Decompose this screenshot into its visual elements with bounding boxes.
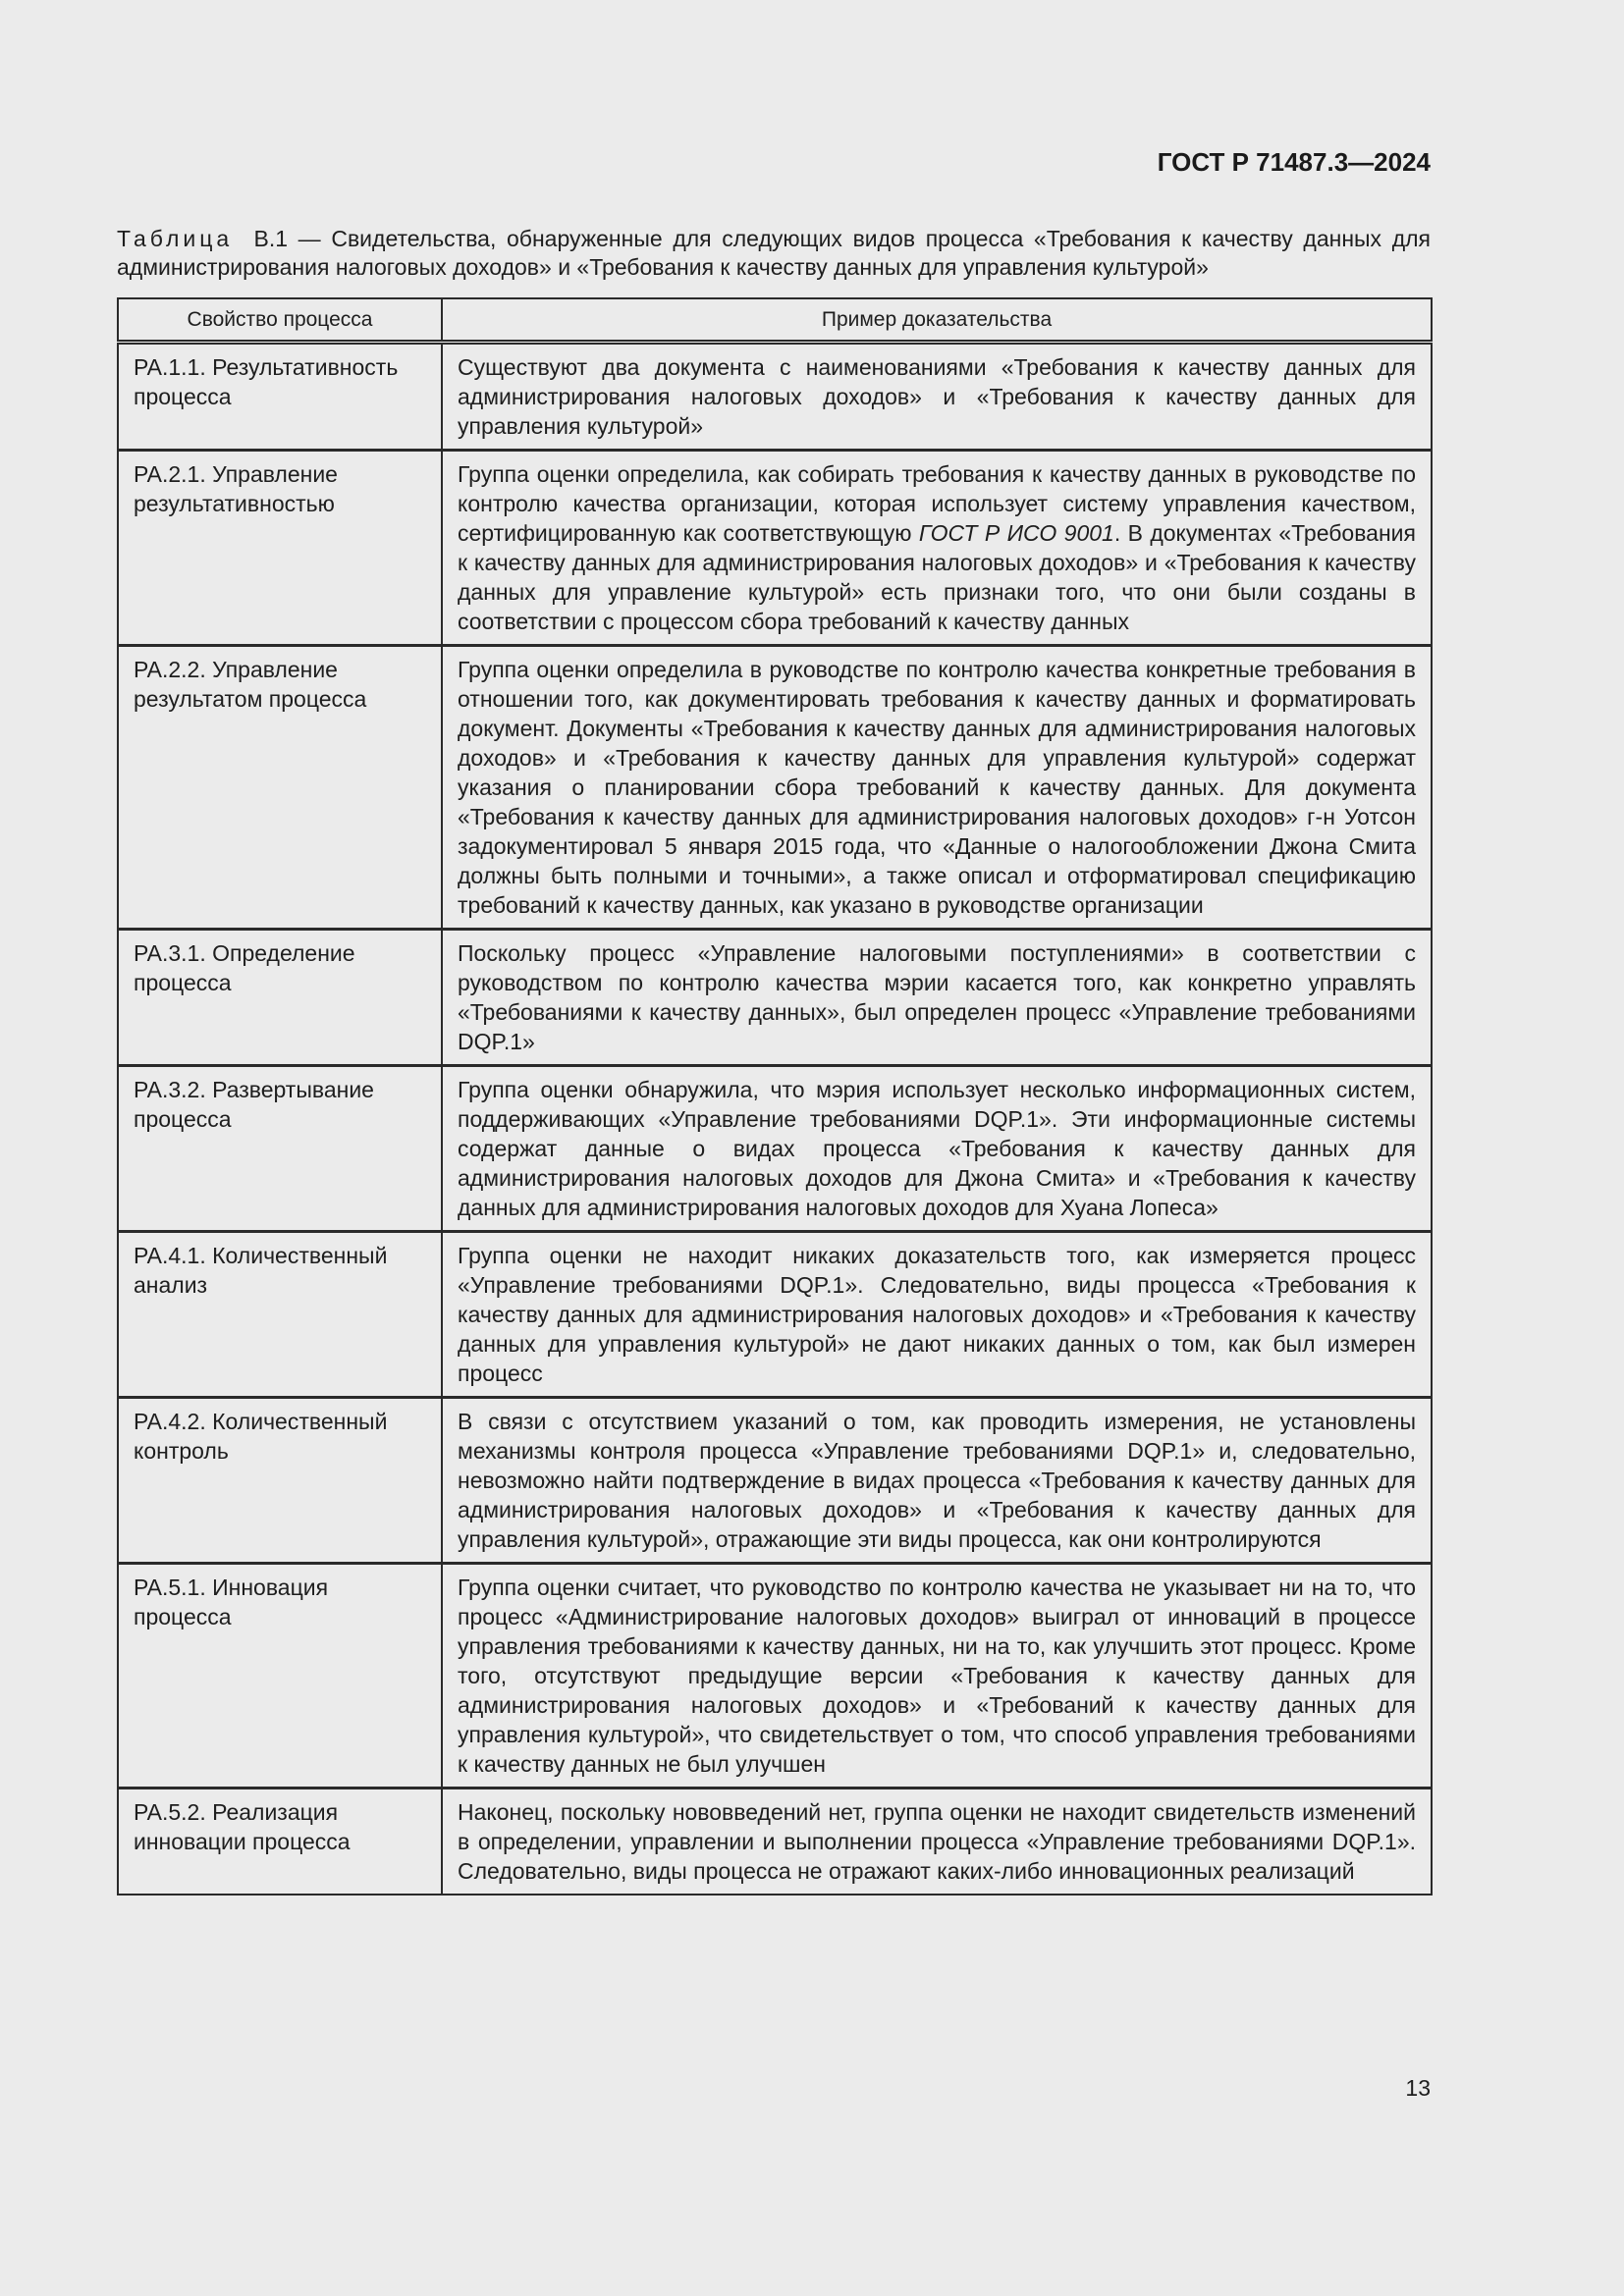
table-header-row [118,298,1432,343]
table-row [118,1232,1432,1398]
evidence-cell: Группа оценки не находит никаких доказательств того, как измеряется процесс «Управление требованиями DQP.1». Следовательно, виды процесса «Требования к качеству данных для администрирования налоговых доходов» и «Требования к качеству данных для управления культурой» не дают никаких данных о том, как был измерен процесс [442,1232,1432,1398]
table-caption-number: В.1 [253,226,289,251]
table-row [118,1789,1432,1896]
property-cell: PA.1.1. Результативность процесса [118,343,442,451]
table-caption-label: Таблица [117,226,234,251]
property-cell: PA.5.2. Реализация инновации процесса [118,1789,442,1896]
evidence-text: . В документах «Требования к качеству данных для администрирования налоговых доходов» и «Требования к качеству данных для управление культурой» есть признаки того, что они были созданы в соответствии с процессом сбора требований к качеству данных [458,520,1416,634]
table-row [118,646,1432,930]
column-header-evidence: Пример доказательства [442,298,1432,343]
evidence-cell [442,451,1432,646]
evidence-cell: Группа оценки обнаружила, что мэрия использует несколько информационных систем, поддерживающих «Управление требованиями DQP.1». Эти информационные системы содержат данные о видах процесса «Требования к качеству данных для администрирования налоговых доходов для Джона Смита» и «Требования к качеству данных для администрирования налоговых доходов для Хуана Лопеса» [442,1066,1432,1232]
standard-reference: ГОСТ Р ИСО 9001 [918,520,1114,546]
property-cell: PA.2.2. Управление результатом процесса [118,646,442,930]
evidence-cell: В связи с отсутствием указаний о том, как проводить измерения, не установлены механизмы контроля процесса «Управление требованиями DQP.1» и, следовательно, невозможно найти подтверждение в видах процесса «Требования к качеству данных для администрирования налоговых доходов» и «Требования к качеству данных для управления культурой», отражающие эти виды процесса, как они контролируются [442,1398,1432,1564]
property-cell: PA.3.1. Определение процесса [118,930,442,1066]
table-row [118,1564,1432,1789]
column-header-property: Свойство процесса [118,298,442,343]
table-row [118,1066,1432,1232]
evidence-cell: Группа оценки считает, что руководство по контролю качества не указывает ни на то, что процесс «Администрирование налоговых доходов» выиграл от инноваций в процессе управления требованиями к качеству данных, ни на то, как улучшить этот процесс. Кроме того, отсутствуют предыдущие версии «Требования к качеству данных для администрирования налоговых доходов» и «Требований к качеству данных для управления культурой», что свидетельствует о том, что способ управления требованиями к качеству данных не был улучшен [442,1564,1432,1789]
table-row [118,1398,1432,1564]
property-cell: PA.4.1. Количественный анализ [118,1232,442,1398]
property-cell: PA.5.1. Инновация процесса [118,1564,442,1789]
standard-designation: ГОСТ Р 71487.3—2024 [1157,147,1431,177]
evidence-text: Группа оценки определила, как собирать требования к качеству данных в руководстве по контролю качества организации, которая использует систему управления качеством, сертифицированную как соответствующую [458,461,1416,546]
property-cell: PA.4.2. Количественный контроль [118,1398,442,1564]
table-caption-text: Свидетельства, обнаруженные для следующих видов процесса «Требования к качеству данных для администрирования налоговых доходов» и «Требования к качеству данных для управления культурой» [117,226,1432,280]
table-caption [117,225,1431,282]
table-row [118,451,1432,646]
table-row [118,930,1432,1066]
evidence-cell: Группа оценки определила в руководстве по контролю качества конкретные требования в отношении того, как документировать требования к качеству данных и форматировать документ. Документы «Требования к качеству данных для администрирования налоговых доходов» и «Требования к качеству данных для управления культурой» содержат указания о планировании сбора требований к качеству данных. Для документа «Требования к качеству данных для администрирования налоговых доходов» г-н Уотсон задокументировал 5 января 2015 года, что «Данные о налогообложении Джона Смита должны быть полными и точными», а также описал и отформатировал спецификацию требований к качеству данных, как указано в руководстве организации [442,646,1432,930]
evidence-table [117,297,1433,1896]
evidence-cell: Поскольку процесс «Управление налоговыми поступлениями» в соответствии с руководством по контролю качества мэрии касается того, как конкретно управлять «Требованиями к качеству данных», был определен процесс «Управление требованиями DQP.1» [442,930,1432,1066]
table-row [118,343,1432,451]
table-caption-dash: — [288,226,332,251]
property-cell: PA.3.2. Развертывание процесса [118,1066,442,1232]
property-cell: PA.2.1. Управление результативностью [118,451,442,646]
evidence-cell: Наконец, поскольку нововведений нет, группа оценки не находит свидетельств изменений в определении, управлении и выполнении процесса «Управление требованиями DQP.1». Следовательно, виды процесса не отражают каких-либо инновационных реализаций [442,1789,1432,1896]
evidence-cell: Существуют два документа с наименованиями «Требования к качеству данных для администрирования налоговых доходов» и «Требования к качеству данных для управления культурой» [442,343,1432,451]
page-number: 13 [1405,2075,1431,2101]
